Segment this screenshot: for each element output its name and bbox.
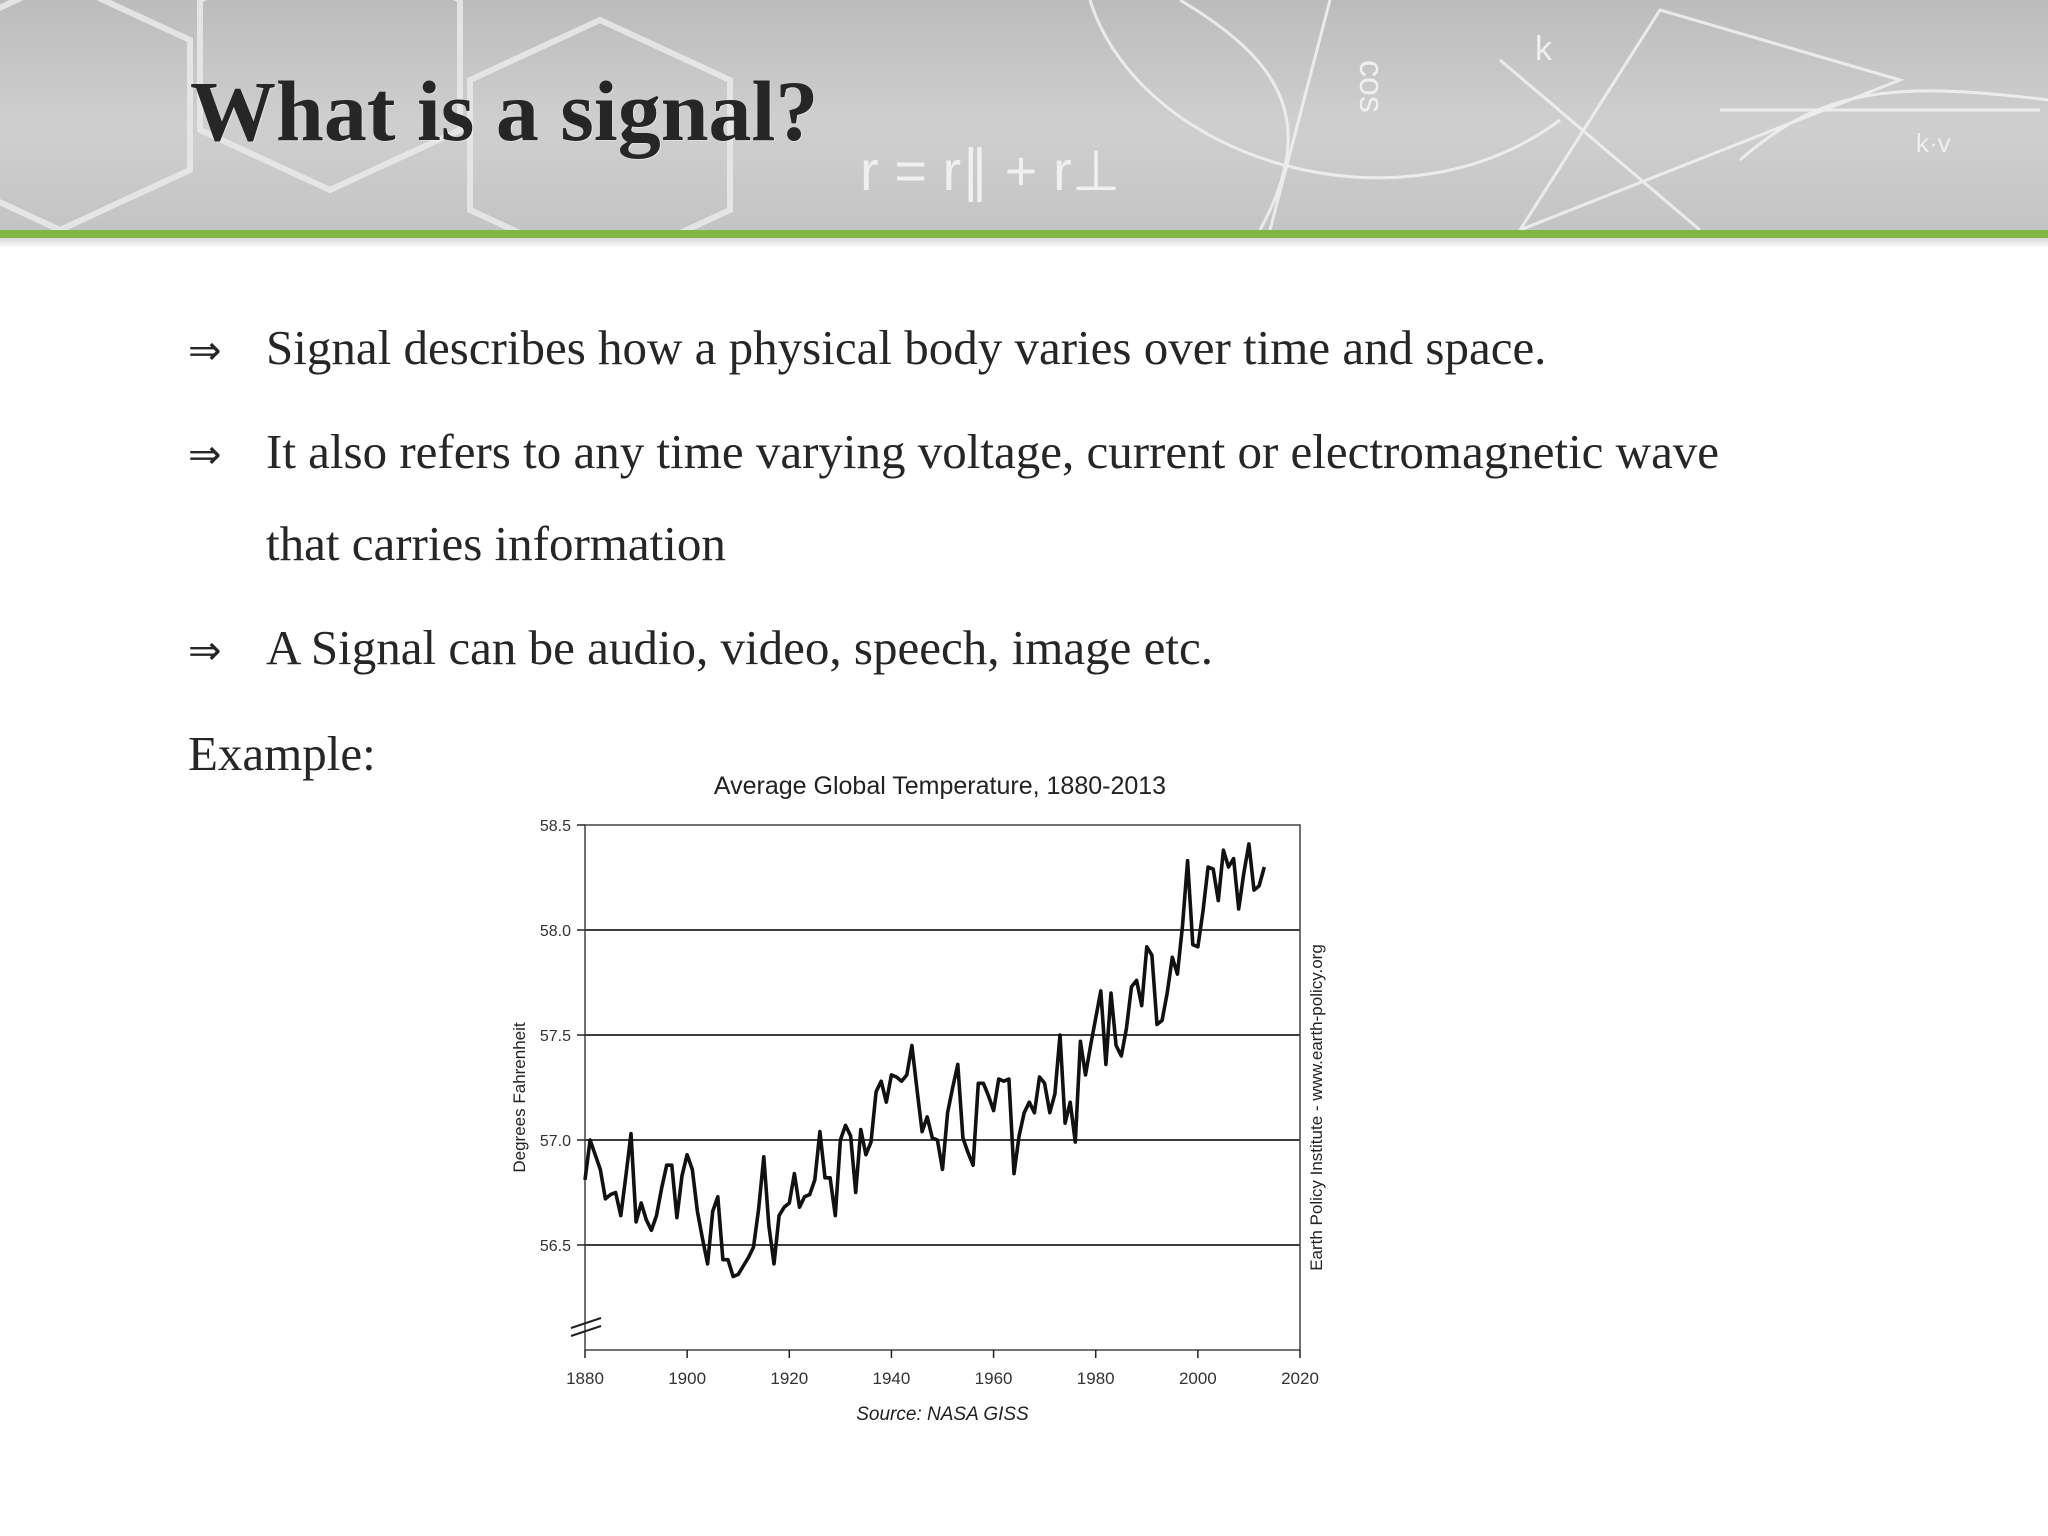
bullet-text: A Signal can be audio, video, speech, image etc. — [266, 620, 1214, 675]
bullet-arrow-icon: ⇒ — [188, 628, 222, 674]
chart-axis-break-mark — [571, 1318, 601, 1336]
header-line-shape — [1500, 60, 1700, 230]
header-mark-text: cos — [1352, 60, 1390, 113]
chart-x-tick-label: 2000 — [1178, 1369, 1217, 1388]
chart-y-tick-label: 58.5 — [539, 818, 571, 835]
bullet-arrow-icon: ⇒ — [188, 432, 222, 478]
temperature-chart — [490, 760, 1350, 1420]
bullet-item — [188, 302, 1546, 397]
header-hexagon-shape — [0, 0, 190, 230]
chart-side-note: Earth Policy Institute - www.earth-policy.org — [1307, 944, 1326, 1271]
bullet-continuation: that carries information — [266, 516, 726, 571]
chart-x-tick-label: 1960 — [974, 1369, 1013, 1388]
header-curve-shape — [1740, 91, 2048, 160]
chart-x-tick-label: 1920 — [770, 1369, 809, 1388]
bullet-arrow-icon: ⇒ — [188, 328, 222, 374]
header-triangle-shape — [1520, 10, 1900, 230]
bullet-text: Signal describes how a physical body varies over time and space. — [266, 320, 1547, 375]
chart-x-tick-label: 2020 — [1281, 1369, 1319, 1388]
chart-x-tick-label: 1980 — [1076, 1369, 1115, 1388]
header-mark-text: k·v — [1916, 128, 1951, 158]
chart-series-line — [585, 844, 1264, 1277]
bullet-text: It also refers to any time varying voltage, current or electromagnetic wave — [266, 424, 1720, 479]
chart-y-ticks — [540, 818, 585, 1255]
chart-y-tick-label: 57.0 — [539, 1133, 571, 1150]
chart-gridlines — [585, 930, 1300, 1245]
chart-y-axis-label: Degrees Fahrenheit — [510, 1022, 529, 1173]
header-formula-text: r = r∥ + r⊥ — [860, 139, 1121, 202]
header-accent-bar — [0, 230, 2048, 238]
header-mark-text: k — [1535, 30, 1552, 68]
slide-title: What is a signal? — [190, 63, 819, 159]
chart-y-tick-label: 56.5 — [539, 1238, 571, 1255]
chart-y-tick-label: 57.5 — [539, 1028, 571, 1045]
chart-x-tick-label: 1900 — [668, 1369, 707, 1388]
chart-x-tick-label: 1880 — [566, 1369, 604, 1388]
header-curve-shape — [1090, 0, 1560, 178]
chart-y-tick-label: 58.0 — [539, 923, 571, 940]
header-line-shape — [1270, 0, 1330, 230]
chart-plot-frame — [585, 825, 1300, 1350]
chart-source-note: Source: NASA GISS — [856, 1404, 1029, 1420]
bullet-item — [188, 406, 1719, 501]
header-accent-shadow — [0, 238, 2048, 248]
chart-x-tick-label: 1940 — [872, 1369, 911, 1388]
bullet-item — [188, 602, 1213, 697]
header-curve-shape — [1180, 0, 1288, 230]
chart-x-ticks — [566, 1350, 1319, 1388]
example-label: Example: — [188, 726, 376, 781]
chart-title: Average Global Temperature, 1880-2013 — [713, 772, 1167, 800]
